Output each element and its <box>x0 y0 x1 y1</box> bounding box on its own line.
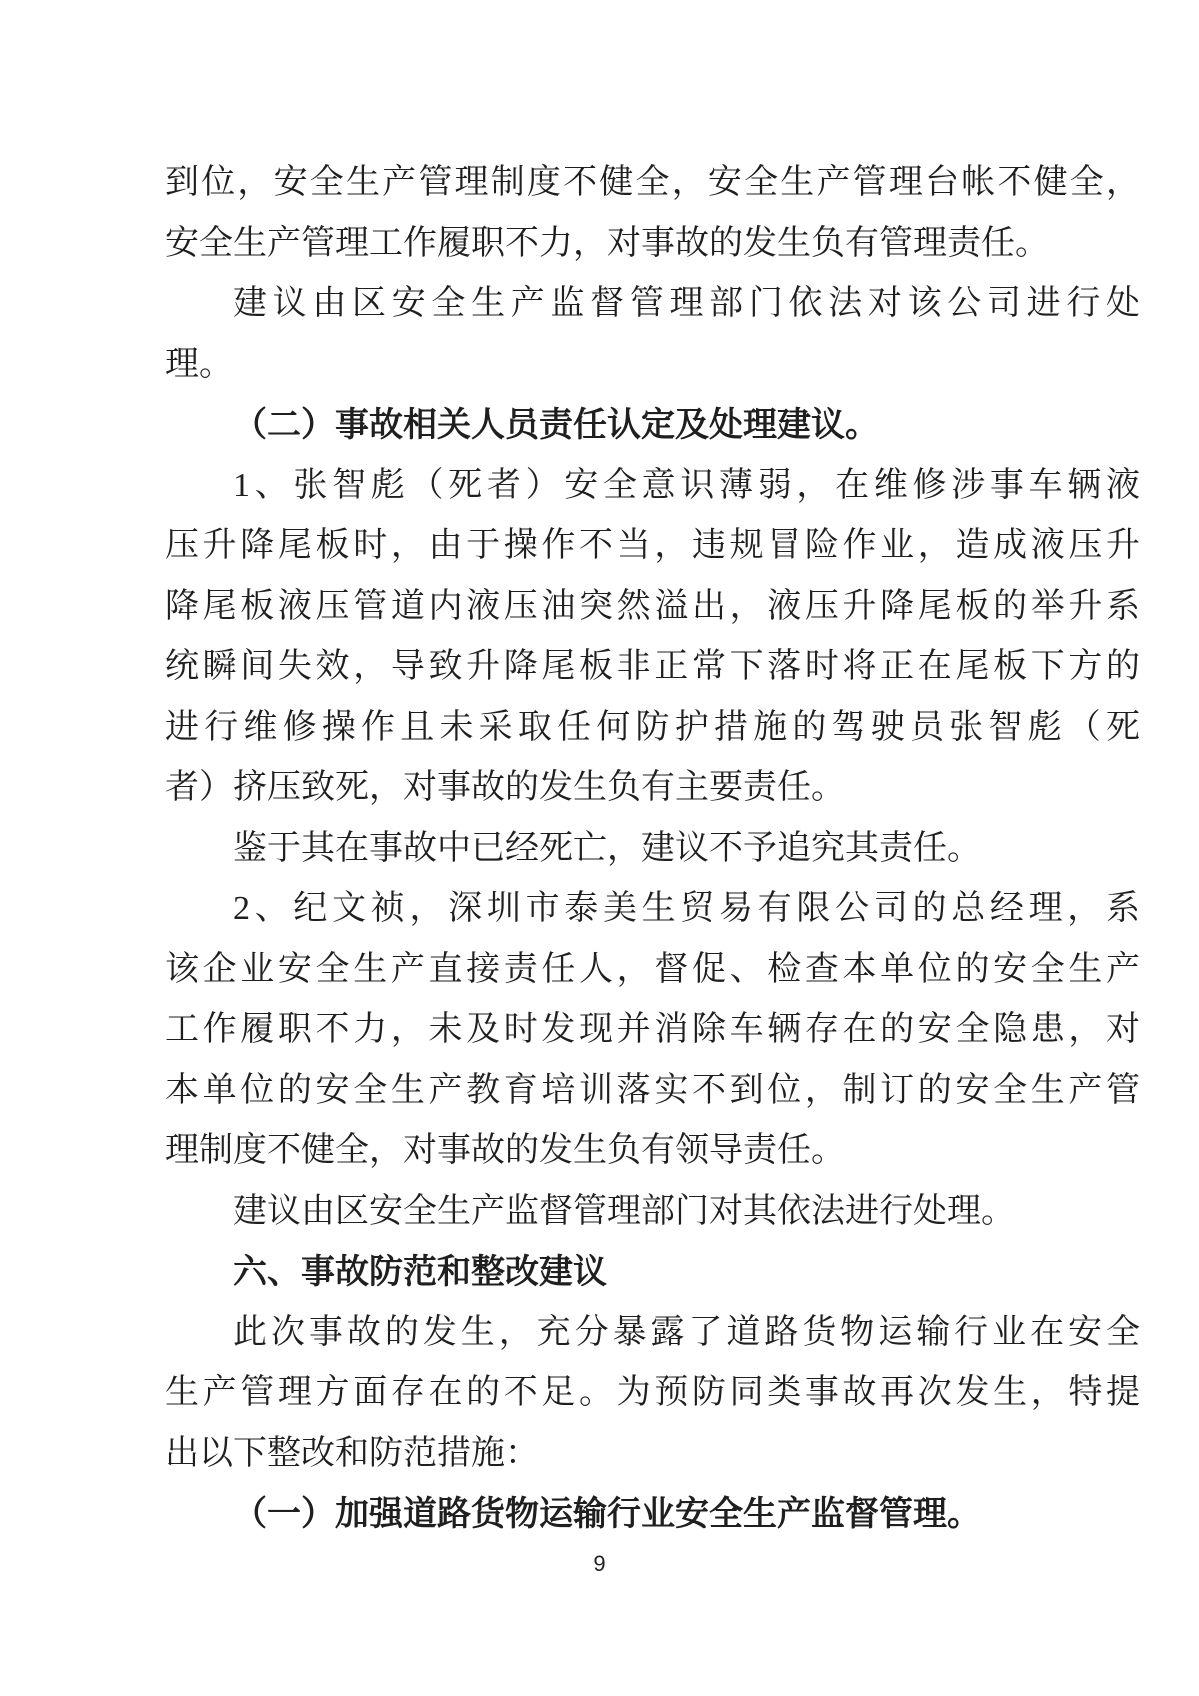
text-line: 理。 <box>165 345 233 383</box>
text-line: 统瞬间失效，导致升降尾板非正常下落时将正在尾板下方的 <box>165 648 1140 685</box>
text-line: 安全生产管理工作履职不力，对事故的发生负有管理责任。 <box>165 224 1049 262</box>
text-line: 建议由区安全生产监督管理部门对其依法进行处理。 <box>233 1192 1015 1230</box>
text-line: 压升降尾板时，由于操作不当，违规冒险作业，造成液压升 <box>165 527 1140 564</box>
text-line: 本单位的安全生产教育培训落实不到位，制订的安全生产管 <box>165 1071 1140 1109</box>
section-heading: （一）加强道路货物运输行业安全生产监督管理。 <box>233 1495 981 1533</box>
text-line: 者）挤压致死，对事故的发生负有主要责任。 <box>165 769 845 806</box>
text-line: 生产管理方面存在的不足。为预防同类事故再次发生，特提 <box>165 1374 1140 1411</box>
text-line: 鉴于其在事故中已经死亡，建议不予追究其责任。 <box>233 829 981 867</box>
text-line: 1、张智彪（死者）安全意识薄弱，在维修涉事车辆液 <box>233 466 1140 504</box>
text-line: 到位，安全生产管理制度不健全，安全生产管理台帐不健全， <box>165 164 1140 201</box>
text-line: 2、纪文祯，深圳市泰美生贸易有限公司的总经理，系 <box>233 890 1140 927</box>
section-heading: （二）事故相关人员责任认定及处理建议。 <box>233 406 879 444</box>
text-line: 降尾板液压管道内液压油突然溢出，液压升降尾板的举升系 <box>165 587 1140 625</box>
text-line: 进行维修操作且未采取任何防护措施的驾驶员张智彪（死 <box>165 708 1140 746</box>
text-line: 该企业安全生产直接责任人，督促、检查本单位的安全生产 <box>165 950 1140 988</box>
section-heading: 六、事故防范和整改建议 <box>233 1253 607 1291</box>
text-line: 此次事故的发生，充分暴露了道路货物运输行业在安全 <box>233 1313 1140 1351</box>
text-line: 建议由区安全生产监督管理部门依法对该公司进行处 <box>233 285 1140 322</box>
text-line: 工作履职不力，未及时发现并消除车辆存在的安全隐患，对 <box>165 1011 1140 1048</box>
page-number: 9 <box>593 1551 606 1576</box>
document-body <box>165 153 1140 1545</box>
text-line: 出以下整改和防范措施： <box>165 1434 539 1472</box>
text-line: 理制度不健全，对事故的发生负有领导责任。 <box>165 1132 845 1169</box>
